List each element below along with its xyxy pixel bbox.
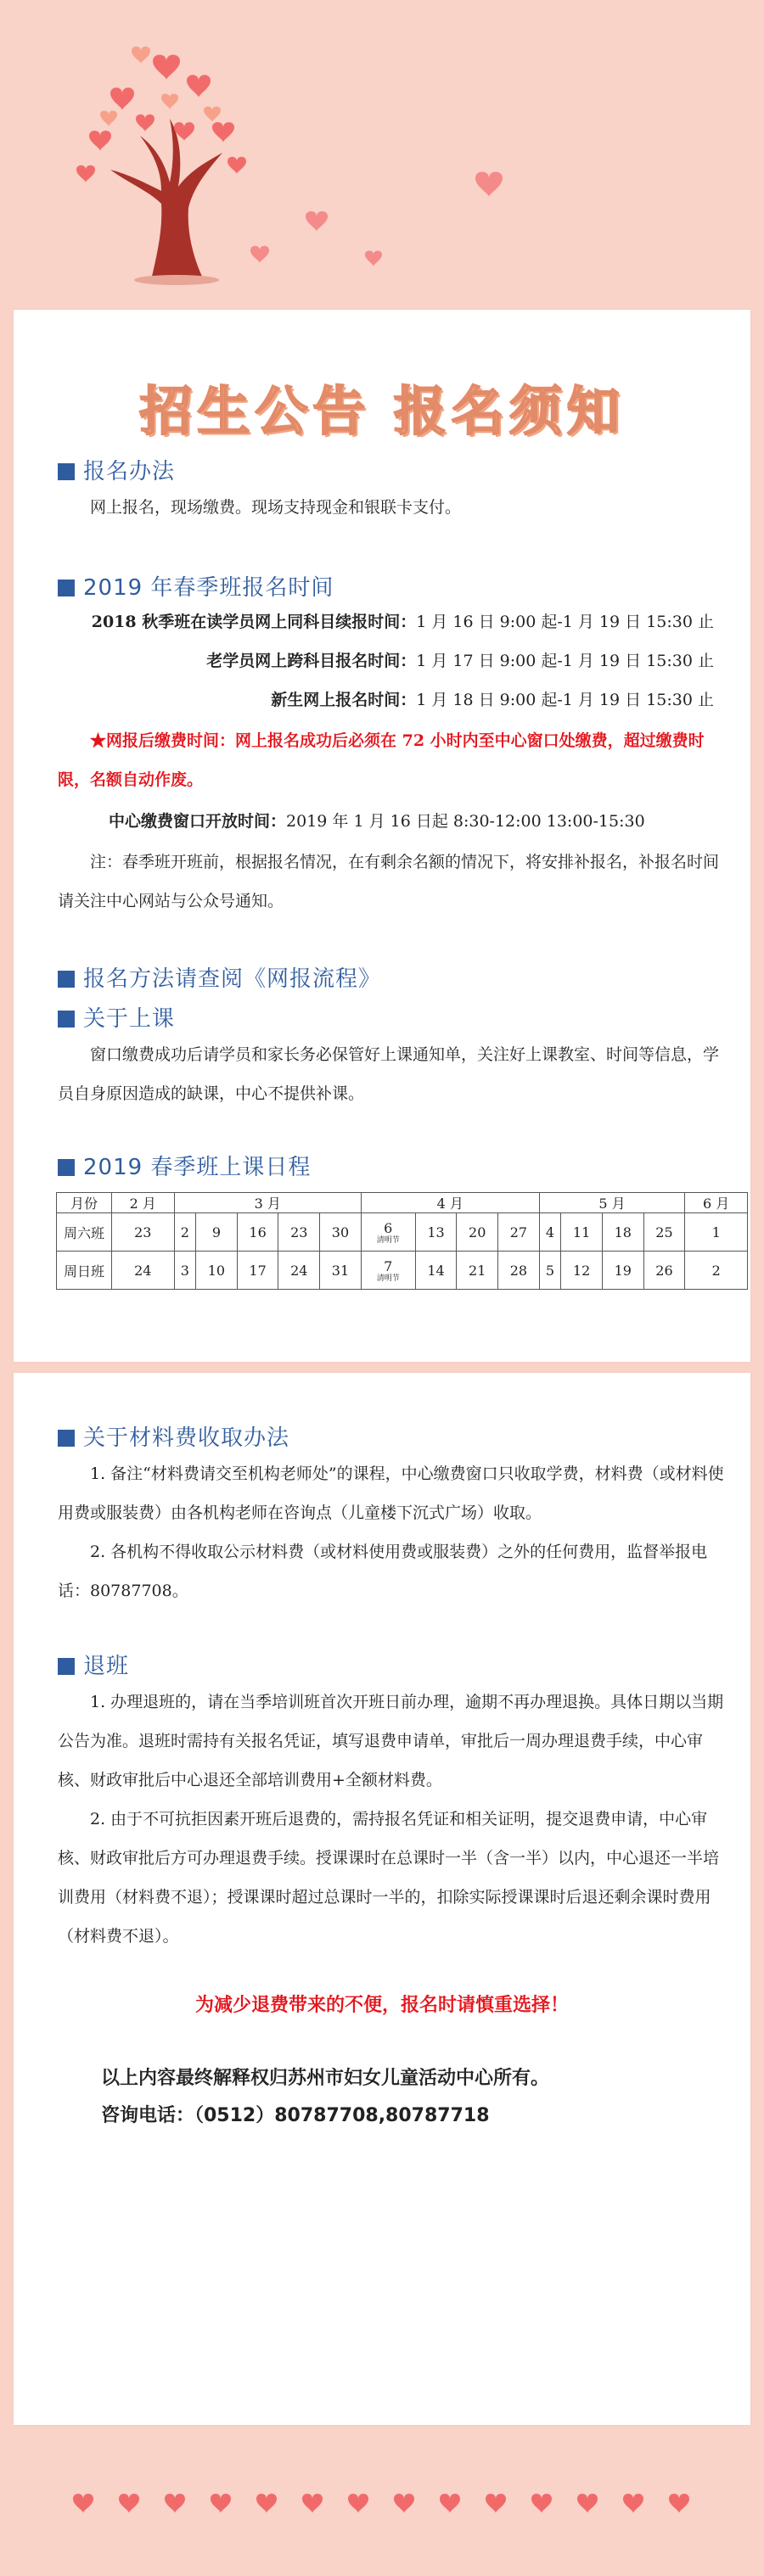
material-fee-paragraph-2: 2. 各机构不得收取公示材料费（或材料使用费或服装费）之外的任何费用，监督举报电话：80787708。 xyxy=(58,1543,708,1600)
heart-icon xyxy=(302,2494,323,2513)
section-heading-attending-class: 关于上课 xyxy=(58,1001,175,1033)
floating-hearts xyxy=(250,172,503,267)
heart-icon xyxy=(669,2494,689,2513)
table-cell-holiday: 6 清明节 xyxy=(361,1213,415,1252)
table-row xyxy=(57,1213,748,1252)
heart-tree-illustration xyxy=(0,0,764,305)
table-cell: 30 xyxy=(320,1213,362,1252)
table-row-label: 周日班 xyxy=(57,1252,112,1290)
table-row xyxy=(57,1193,748,1213)
square-bullet-icon xyxy=(58,1159,75,1176)
section-heading-class-schedule: 2019 春季班上课日程 xyxy=(58,1150,311,1181)
careful-selection-warning: 为减少退费带来的不便，报名时请慎重选择！ xyxy=(194,1994,569,2016)
table-cell: 24 xyxy=(112,1252,175,1290)
supplementary-registration-note: 注：春季班开班前，根据报名情况，在有剩余名额的情况下，将安排补报名，补报名时间请关注中心网站与公众号通知。 xyxy=(58,853,720,910)
square-bullet-icon xyxy=(58,463,75,480)
table-cell: 14 xyxy=(415,1252,457,1290)
table-cell: 16 xyxy=(237,1213,278,1252)
table-cell: 27 xyxy=(498,1213,540,1252)
square-bullet-icon xyxy=(58,1658,75,1675)
table-cell: 31 xyxy=(320,1252,362,1290)
class-schedule-table xyxy=(56,1192,748,1290)
notice-card-registration xyxy=(14,310,750,1362)
table-cell: 12 xyxy=(561,1252,603,1290)
heart-icon xyxy=(531,2494,552,2513)
table-row xyxy=(57,1252,748,1290)
table-header-cell: 月份 xyxy=(57,1193,112,1213)
section-heading-spring-registration-time: 2019 年春季班报名时间 xyxy=(58,570,334,602)
inquiry-phone: 咨询电话：（0512）80787708,80787718 xyxy=(101,2105,490,2126)
square-bullet-icon xyxy=(58,580,75,596)
heart-icon xyxy=(256,2494,277,2513)
table-cell: 23 xyxy=(278,1213,320,1252)
heart-icon xyxy=(486,2494,506,2513)
table-cell: 18 xyxy=(602,1213,643,1252)
table-cell: 1 xyxy=(685,1213,748,1252)
new-student-time-row: 新生网上报名时间：1 月 18 日 9:00 起-1 月 19 日 15:30 止 xyxy=(271,691,714,709)
heart-icon xyxy=(165,2494,185,2513)
section-heading-material-fees: 关于材料费收取办法 xyxy=(58,1420,289,1452)
table-cell: 2 xyxy=(685,1252,748,1290)
table-cell: 23 xyxy=(112,1213,175,1252)
heart-icon xyxy=(119,2494,139,2513)
table-header-cell: 6 月 xyxy=(685,1193,748,1213)
table-cell: 28 xyxy=(498,1252,540,1290)
table-cell: 4 xyxy=(539,1213,561,1252)
heart-icon xyxy=(211,2494,231,2513)
page-title: 招生公告 报名须知 xyxy=(139,380,625,442)
table-cell: 11 xyxy=(561,1213,603,1252)
tree-trunk xyxy=(110,119,222,280)
payment-window-hours: 中心缴费窗口开放时间：2019 年 1 月 16 日起 8:30-12:00 13:00-15:30 xyxy=(109,812,645,831)
registration-method-text: 网上报名，现场缴费。现场支持现金和银联卡支付。 xyxy=(90,498,462,517)
withdrawal-paragraph-1: 1. 办理退班的，请在当季培训班首次开班日前办理，逾期不再办理退换。具体日期以当期公告为准。退班时需持有关报名凭证，填写退费申请单，审批后一周办理退费手续，中心审核、财政审批后中心退还全部培训费用+全额材料费。 xyxy=(58,1693,724,1789)
payment-deadline-notice: ★网报后缴费时间：网上报名成功后必须在 72 小时内至中心窗口处缴费，超过缴费时限，名额自动作废。 xyxy=(58,731,705,789)
table-header-cell: 3 月 xyxy=(174,1193,361,1213)
square-bullet-icon xyxy=(58,971,75,988)
table-cell: 24 xyxy=(278,1252,320,1290)
table-row-label: 周六班 xyxy=(57,1213,112,1252)
table-header-cell: 5 月 xyxy=(539,1193,685,1213)
heart-icon xyxy=(394,2494,414,2513)
table-cell: 21 xyxy=(457,1252,498,1290)
cross-subject-time-row: 老学员网上跨科目报名时间：1 月 17 日 9:00 起-1 月 19 日 15:30 止 xyxy=(206,652,714,670)
attending-class-text: 窗口缴费成功后请学员和家长务必保管好上课通知单，关注好上课教室、时间等信息，学员自身原因造成的缺课，中心不提供补课。 xyxy=(58,1045,720,1103)
table-cell: 3 xyxy=(174,1252,196,1290)
renewal-time-row: 2018 秋季班在读学员网上同科目续报时间：1 月 16 日 9:00 起-1 月 19 日 15:30 止 xyxy=(91,613,714,631)
table-cell-holiday: 7 清明节 xyxy=(361,1252,415,1290)
notice-card-fees-refund xyxy=(14,1373,750,2425)
table-cell: 9 xyxy=(196,1213,238,1252)
section-heading-registration-method: 报名办法 xyxy=(58,454,175,485)
material-fee-paragraph-1: 1. 备注“材料费请交至机构老师处”的课程，中心缴费窗口只收取学费，材料费（或材料使用费或服装费）由各机构老师在咨询点（儿童楼下沉式广场）收取。 xyxy=(58,1464,724,1522)
heart-row-decoration xyxy=(0,2490,764,2524)
table-cell: 19 xyxy=(602,1252,643,1290)
square-bullet-icon xyxy=(58,1011,75,1028)
table-cell: 20 xyxy=(457,1213,498,1252)
interpretation-rights-notice: 以上内容最终解释权归苏州市妇女儿童活动中心所有。 xyxy=(101,2068,550,2089)
table-cell: 10 xyxy=(196,1252,238,1290)
table-cell: 25 xyxy=(643,1213,685,1252)
heart-icon xyxy=(440,2494,460,2513)
heart-icon xyxy=(623,2494,643,2513)
table-cell: 17 xyxy=(237,1252,278,1290)
section-heading-withdrawal: 退班 xyxy=(58,1649,129,1680)
heart-icon xyxy=(348,2494,368,2513)
table-header-cell: 2 月 xyxy=(112,1193,175,1213)
withdrawal-paragraph-2: 2. 由于不可抗拒因素开班后退费的，需持报名凭证和相关证明，提交退费申请，中心审核、财政审批后方可办理退费手续。授课课时在总课时一半（含一半）以内，中心退还一半培训费用（材料费不退）；授课课时超过总课时一半的，扣除实际授课课时后退还剩余课时费用（材料费不退）。 xyxy=(58,1810,720,1946)
table-cell: 2 xyxy=(174,1213,196,1252)
table-header-cell: 4 月 xyxy=(361,1193,539,1213)
heart-icon xyxy=(577,2494,598,2513)
heart-icon xyxy=(73,2494,93,2513)
table-cell: 13 xyxy=(415,1213,457,1252)
section-heading-online-registration-guide: 报名方法请查阅《网报流程》 xyxy=(58,961,381,993)
square-bullet-icon xyxy=(58,1430,75,1447)
table-cell: 5 xyxy=(539,1252,561,1290)
table-cell: 26 xyxy=(643,1252,685,1290)
